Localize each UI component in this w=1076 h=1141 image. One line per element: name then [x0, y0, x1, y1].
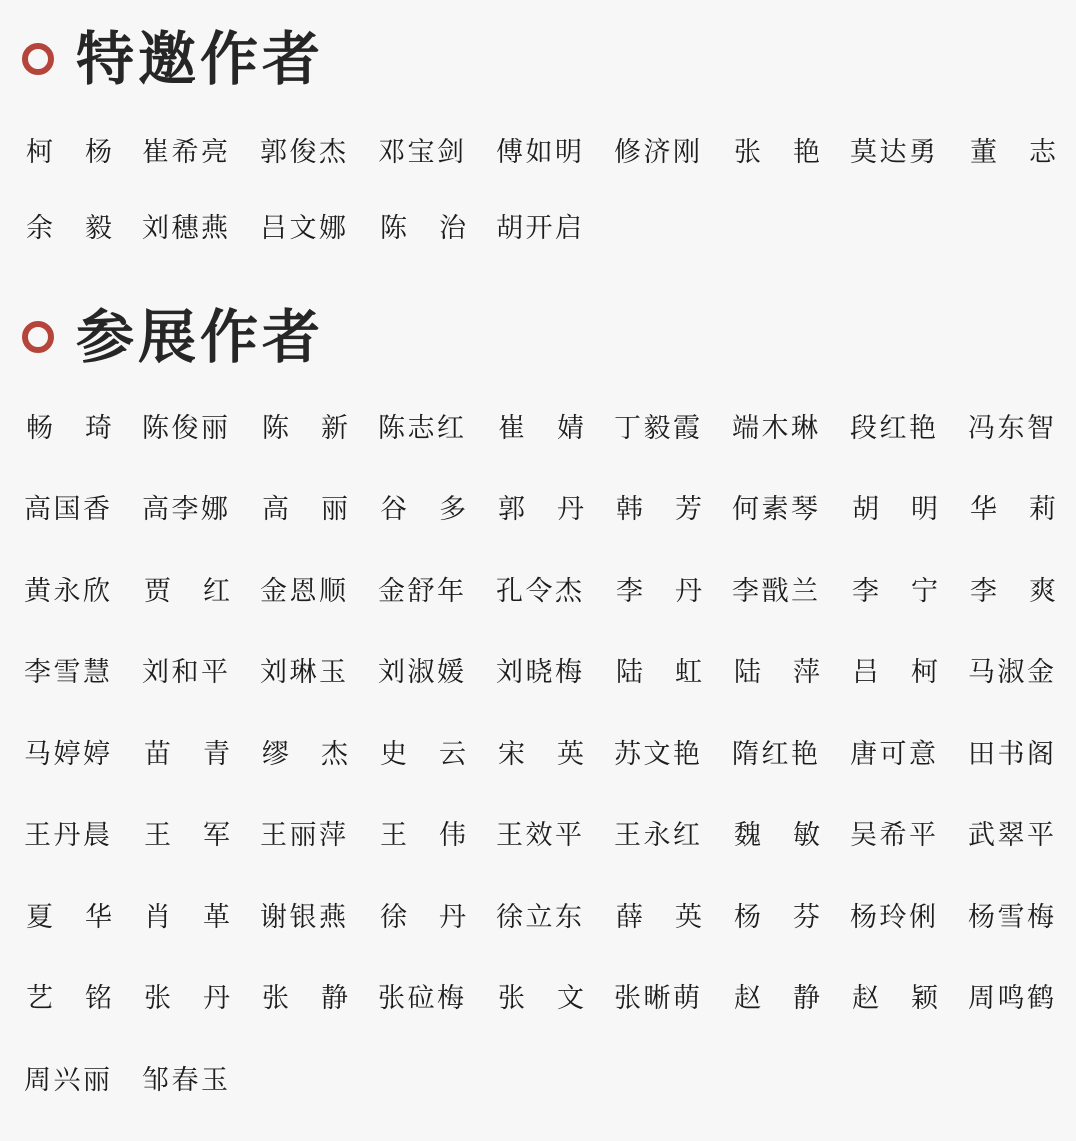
author-name: 陈 俊 丽 [142, 412, 228, 444]
author-name: 赵 颖 [852, 983, 938, 1014]
author-name: 李 宁 [852, 575, 938, 607]
author-name: 李 雪 慧 [24, 657, 110, 688]
author-name: 唐 可 意 [850, 738, 936, 770]
author-name: 金 舒 年 [378, 575, 464, 607]
author-name: 李 戬 兰 [732, 575, 818, 607]
author-name: 李 丹 [616, 575, 702, 607]
author-name: 张 静 [262, 983, 348, 1014]
special-authors-title: 特邀作者 [76, 25, 325, 93]
author-name: 刘 和 平 [142, 657, 228, 688]
author-name: 苏 文 艳 [614, 738, 700, 770]
author-name: 张 晰 萌 [614, 983, 700, 1014]
author-name: 魏 敏 [734, 820, 820, 851]
author-name: 柯 杨 [26, 136, 112, 168]
author-name: 史 云 [380, 738, 466, 770]
author-name: 金 恩 顺 [260, 575, 346, 607]
author-name: 吕 柯 [852, 657, 938, 688]
author-name: 韩 芳 [616, 494, 702, 525]
author-name: 艺 铭 [26, 983, 112, 1014]
circle-bullet-icon [22, 43, 54, 75]
author-name: 李 爽 [970, 575, 1056, 607]
author-name: 王 丽 萍 [260, 820, 346, 851]
author-name: 何 素 琴 [732, 494, 818, 525]
author-name: 缪 杰 [262, 738, 348, 770]
author-name: 修 济 刚 [614, 136, 700, 168]
author-name: 崔 希 亮 [142, 136, 228, 168]
author-name: 杨 雪 梅 [968, 901, 1054, 933]
author-name: 董 志 [970, 136, 1056, 168]
author-name: 马 淑 金 [968, 657, 1054, 688]
author-name: 苗 青 [144, 738, 230, 770]
author-name: 郭 俊 杰 [260, 136, 346, 168]
author-name: 夏 华 [26, 901, 112, 933]
author-name: 高 国 香 [24, 494, 110, 525]
author-name: 薛 英 [616, 901, 702, 933]
author-name: 周 兴 丽 [24, 1064, 110, 1096]
author-name: 周 鸣 鹤 [968, 983, 1054, 1014]
author-name: 肖 革 [144, 901, 230, 933]
author-name: 陈 治 [380, 212, 466, 244]
author-name: 赵 静 [734, 983, 820, 1014]
author-name: 陆 萍 [734, 657, 820, 688]
author-name: 王 军 [144, 820, 230, 851]
exhibit-authors-grid [24, 404, 1054, 1138]
author-name: 张 丹 [144, 983, 230, 1014]
author-name: 畅 琦 [26, 412, 112, 444]
author-name: 端 木 琳 [732, 412, 818, 444]
author-name: 王 丹 晨 [24, 820, 110, 851]
author-name: 谢 银 燕 [260, 901, 346, 933]
author-name: 杨 芬 [734, 901, 820, 933]
author-name: 邓 宝 剑 [378, 136, 464, 168]
author-name: 刘 晓 梅 [496, 657, 582, 688]
author-name: 郭 丹 [498, 494, 584, 525]
author-name: 马 婷 婷 [24, 738, 110, 770]
author-name: 高 李 娜 [142, 494, 228, 525]
author-name: 张 艳 [734, 136, 820, 168]
author-name: 胡 明 [852, 494, 938, 525]
special-authors-header [22, 25, 325, 93]
author-name: 谷 多 [380, 494, 466, 525]
author-name: 刘 淑 媛 [378, 657, 464, 688]
author-name: 刘 琳 玉 [260, 657, 346, 688]
exhibit-authors-header [22, 303, 325, 371]
author-name: 胡 开 启 [496, 212, 582, 244]
author-name: 张 文 [498, 983, 584, 1014]
author-name: 王 伟 [380, 820, 466, 851]
special-authors-grid [24, 128, 1054, 280]
author-name: 孔 令 杰 [496, 575, 582, 607]
author-name: 隋 红 艳 [732, 738, 818, 770]
author-name: 武 翠 平 [968, 820, 1054, 851]
author-name: 刘 穗 燕 [142, 212, 228, 244]
author-name: 丁 毅 霞 [614, 412, 700, 444]
author-name: 吕 文 娜 [260, 212, 346, 244]
author-name: 邹 春 玉 [142, 1064, 228, 1096]
author-name: 徐 立 东 [496, 901, 582, 933]
author-name: 田 书 阁 [968, 738, 1054, 770]
author-name: 王 效 平 [496, 820, 582, 851]
author-name: 陈 新 [262, 412, 348, 444]
author-name: 陈 志 红 [378, 412, 464, 444]
author-name: 黄 永 欣 [24, 575, 110, 607]
author-name: 高 丽 [262, 494, 348, 525]
author-name: 王 永 红 [614, 820, 700, 851]
circle-bullet-icon [22, 321, 54, 353]
author-name: 莫 达 勇 [850, 136, 936, 168]
author-name: 徐 丹 [380, 901, 466, 933]
author-name: 华 莉 [970, 494, 1056, 525]
author-name: 张 砬 梅 [378, 983, 464, 1014]
exhibit-authors-title: 参展作者 [76, 303, 325, 371]
author-name: 余 毅 [26, 212, 112, 244]
author-name: 杨 玲 俐 [850, 901, 936, 933]
author-name: 段 红 艳 [850, 412, 936, 444]
author-name: 崔 婧 [498, 412, 584, 444]
author-name: 吴 希 平 [850, 820, 936, 851]
author-name: 陆 虹 [616, 657, 702, 688]
author-name: 冯 东 智 [968, 412, 1054, 444]
author-name: 贾 红 [144, 575, 230, 607]
author-name: 宋 英 [498, 738, 584, 770]
author-name: 傅 如 明 [496, 136, 582, 168]
